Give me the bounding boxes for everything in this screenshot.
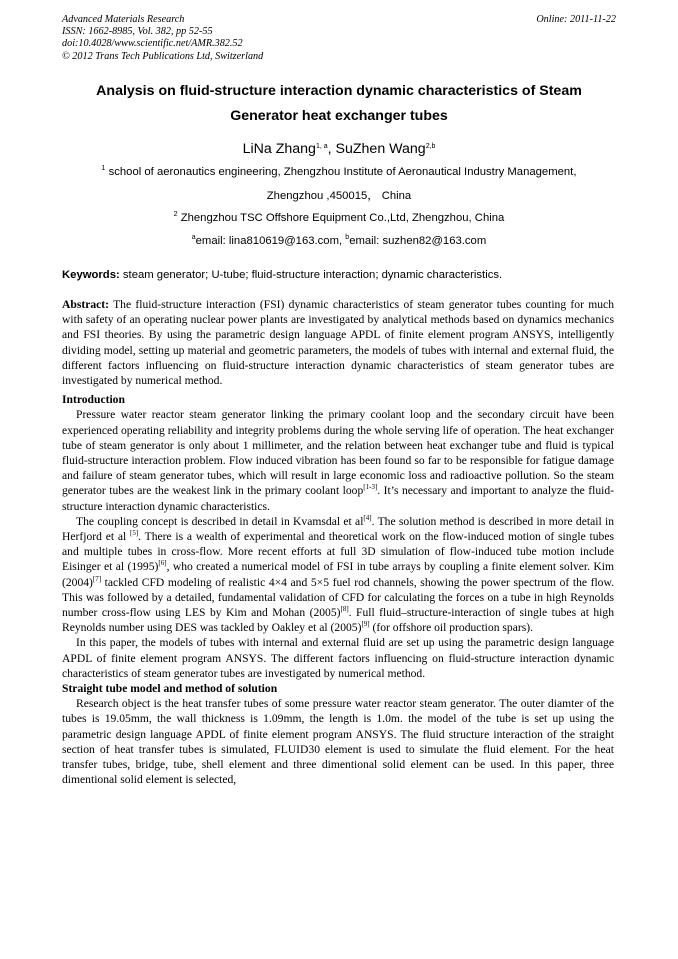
affiliation-1-line-1: school of aeronautics engineering, Zhengzhou Institute of Aeronautical Industry Management, bbox=[105, 166, 577, 178]
keywords bbox=[62, 268, 618, 282]
intro-p1-text: Pressure water reactor steam generator linking the primary coolant loop and the secondary circuit have been experienced operating reliability and integrity problems during the whole serving life of operation. The heat exchanger tube of steam generator is only about 1 millimeter, and the relation between heat exchanger tube and fluid is typical fluid-structure interaction problem. Flow induced vibration has been found so far to be responsible for fatigue damage and failure of steam generator tubes, which will result in large economic loss and radioactive pollution. So the steam generator tubes are the weakest link in the primary coolant loop bbox=[62, 408, 614, 498]
abstract-label: Abstract: bbox=[62, 298, 110, 311]
intro-p1-text-end: . It’s necessary and important to analyze the fluid-structure interaction dynamic characteristics. bbox=[62, 484, 614, 513]
title-line-1: Analysis on fluid-structure interaction dynamic characteristics of Steam bbox=[96, 83, 582, 99]
intro-paragraph-3: In this paper, the models of tubes with internal and external fluid are set up using the parametric design language APDL of finite element program ANSYS. The different factors influencing on fluid-structure interaction dynamic characteristics of steam generator tubes are investigated by numerical method. bbox=[62, 636, 614, 680]
affiliation-1-city: Zhengzhou ,450015， China bbox=[266, 190, 412, 202]
title-line-2: Generator heat exchanger tubes bbox=[230, 108, 448, 124]
affiliation-2-mark: 2 bbox=[173, 211, 178, 218]
author-1: LiNa Zhang bbox=[242, 141, 316, 157]
journal-header bbox=[62, 14, 618, 63]
intro-p2-text: tackled CFD modeling of realistic 4×4 and 5×5 fuel rod channels, showing the power spectrum of the flow. This was followed by a detailed, fundamental validation of CFD for calculating the forces on a tube in high Reynolds number cross-flow using LES by Kim and Mohan (2005) bbox=[62, 575, 614, 620]
online-date: Online: 2011-11-22 bbox=[536, 14, 616, 25]
issn-line: ISSN: 1662-8985, Vol. 382, pp 52-55 bbox=[62, 26, 213, 38]
intro-p2-text: . The solution method is described in more detail in Herfjord et al bbox=[62, 514, 614, 544]
citation-ref: [1-3] bbox=[363, 483, 378, 492]
email-b: email: suzhen82@163.com bbox=[349, 235, 487, 247]
author-list bbox=[40, 140, 638, 158]
keywords-text: steam generator; U-tube; fluid-structure interaction; dynamic characteristics. bbox=[119, 269, 503, 281]
doi-line: doi:10.4028/www.scientific.net/AMR.382.52 bbox=[62, 38, 243, 50]
email-a: email: lina810619@163.com, bbox=[195, 235, 346, 247]
affiliation-1-mark: 1 bbox=[101, 165, 106, 172]
affiliation-2-text: Zhengzhou TSC Offshore Equipment Co.,Ltd, Zhengzhou, China bbox=[177, 212, 505, 224]
intro-p2-text: , who created a numerical model of FSI in tube arrays by coupling a finite element solver. Kim (2004) bbox=[62, 560, 614, 589]
affiliation-1 bbox=[40, 165, 638, 179]
section-heading-introduction: Introduction bbox=[62, 393, 125, 407]
citation-ref: [8] bbox=[340, 605, 349, 614]
citation-ref: [5] bbox=[129, 529, 139, 538]
email-line bbox=[40, 234, 638, 248]
citation-ref: [9] bbox=[361, 620, 370, 629]
intro-p2-text: The coupling concept is described in detail in Kvamsdal et al bbox=[76, 514, 364, 528]
intro-paragraph-2 bbox=[62, 514, 614, 636]
author-2-affil-mark: 2,b bbox=[425, 143, 436, 150]
copyright-line: © 2012 Trans Tech Publications Ltd, Switzerland bbox=[62, 50, 264, 62]
intro-paragraph-1 bbox=[62, 407, 614, 513]
email-a-mark: a bbox=[191, 234, 196, 241]
citation-ref: [7] bbox=[92, 574, 102, 583]
author-2: SuZhen Wang bbox=[335, 141, 426, 157]
abstract bbox=[62, 297, 614, 388]
author-1-affil-mark: 1, a bbox=[315, 143, 328, 150]
paper-title bbox=[40, 79, 638, 129]
intro-p2-text: (for offshore oil production spars). bbox=[369, 621, 533, 635]
abstract-text: The fluid-structure interaction (FSI) dynamic characteristics of steam generator tubes counting for much with safety of an operating nuclear power plants are investigated by analytical methods based on dynamics mechanics and FSI theories. By using the parametric design language APDL of finite element program ANSYS, intelligently dividing model, setting up material and geometric parameters, the models of tubes with internal and external fluid, the different factors influencing on fluid-structure interaction dynamic characteristics of steam generator tubes are investigated by numerical method. bbox=[62, 298, 614, 388]
citation-ref: [6] bbox=[158, 559, 167, 568]
author-separator: , bbox=[327, 141, 336, 157]
intro-p2-text: . Full fluid–structure-interaction of single tubes at high Reynolds number using DES was tackled by Oakley et al (2005) bbox=[62, 606, 614, 635]
intro-p2-text: . There is a wealth of experimental and theoretical work on the flow-induced motion of single tubes and multiple tubes in cross-flow. More recent efforts at full 3D simulation of flow-induced tube motion include Eisinger et al (1995) bbox=[62, 530, 614, 574]
straight-tube-paragraph-1: Research object is the heat transfer tubes of some pressure water reactor steam generator. The outer diamter of the tubes is 19.05mm, the wall thickness is 1.09mm, the length is 1.0m. the model of the tube is set up using the parametric design language APDL of finite element program ANSYS. The fluid structure interaction of the straight section of heat transfer tubes is simulated, FLUID30 element is used to simulate the fluid element. For the heat transfer tubes, bridge, tube, shell element and three dimentional solid element can be used. In this paper, three dimentional solid element is selected, bbox=[62, 697, 614, 787]
keywords-label: Keywords: bbox=[62, 269, 120, 281]
paper-body bbox=[62, 297, 614, 788]
affiliation-2 bbox=[40, 211, 638, 225]
journal-name: Advanced Materials Research bbox=[62, 14, 185, 25]
email-b-mark: b bbox=[345, 234, 350, 241]
citation-ref: [4] bbox=[363, 513, 372, 522]
section-heading-straight-tube: Straight tube model and method of solution bbox=[62, 682, 278, 696]
